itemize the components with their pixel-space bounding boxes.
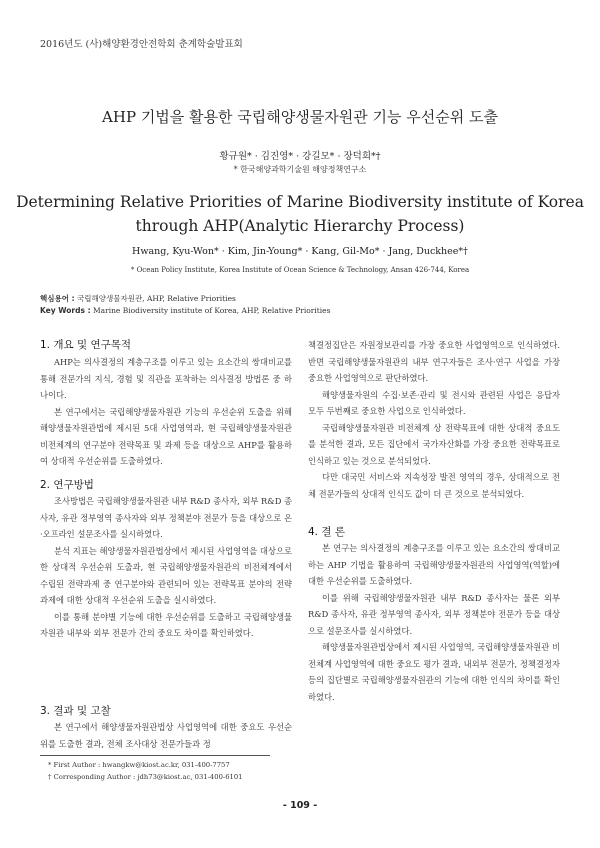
section-4-heading: 4. 결 론 <box>308 526 345 538</box>
title-english-line2: through AHP(Analytic Hierarchy Process) <box>135 217 465 235</box>
section-1-heading: 1. 개요 및 연구목적 <box>40 339 132 351</box>
keywords-korean-text: 국립해양생물자원관, AHP, Relative Priorities <box>76 294 236 303</box>
conference-header: 2016년도 (사)해양환경안전학회 춘계학술발표회 <box>40 39 243 50</box>
section-2-body <box>40 493 292 642</box>
section-2-paragraph-2: 분석 지표는 해양생물자원관법상에서 제시된 사업영역을 대상으로 한 상대적 우선순위 도출과, 현 국립해양생물자원관의 비전체계에서 수립된 전략과제 중 연구분야와 관련되어 있는 전략목표 분야의 전략과제에 대한 상대적 우선순위 도출을 실시하였다. <box>40 545 292 605</box>
section-1-body <box>40 354 292 470</box>
section-4-paragraph-2: 이를 위해 국립해양생물자원관 내부 R&D 종사자는 물론 외부 R&D 종사자, 유관 정부영역 종사자, 외부 정책분야 전문가 등을 대상으로 설문조사를 실시하였다. <box>308 592 560 636</box>
section-2-paragraph-1: 조사방법은 국립해양생물자원관 내부 R&D 종사자, 외부 R&D 종사자, 유관 정부영역 종사자와 외부 정책분야 전문가 등을 대상으로 온·오프라인 설문조사를 실시하였다. <box>40 496 292 539</box>
authors-korean: 황규원* · 김진영* · 강길모* · 장덕희*† <box>219 151 381 162</box>
footnote-corresponding-author: † Corresponding Author : jdh73@kiost.ac, 031-400-6101 <box>48 773 243 781</box>
footnote-first-author: * First Author : hwangkw@kiost.ac.kr, 031-400-7757 <box>48 761 230 769</box>
section-3-body-left <box>40 719 292 752</box>
keywords-english-text: Marine Biodiversity institute of Korea, AHP, Relative Priorities <box>92 306 331 315</box>
section-3-paragraph-3: 국립해양생물자원관 비전체계 상 전략목표에 대한 상대적 중요도를 분석한 결과, 모든 집단에서 국가자산화를 가장 중요한 전략목표로 인식하고 있는 것으로 분석되었다. <box>308 422 560 466</box>
title-english-line1: Determining Relative Priorities of Marine Biodiversity institute of Korea <box>16 193 584 211</box>
section-2-heading: 2. 연구방법 <box>40 479 94 491</box>
section-3-paragraph-1-start: 본 연구에서 해양생물자원관법상 사업영역에 대한 중요도 우선순위를 도출한 결과, 전체 조사대상 전문가들과 정 <box>40 722 292 749</box>
section-3-body-right <box>308 337 560 502</box>
section-4-paragraph-1: 본 연구는 의사결정의 계층구조를 이루고 있는 요소간의 쌍대비교하는 AHP 기법을 활용하여 국립해양생물자원관의 사업영역(역할)에 대한 우선순위를 도출하였다. <box>308 543 560 586</box>
keywords-english <box>40 306 330 315</box>
section-1-paragraph-2: 본 연구에서는 국립해양생물자원관 기능의 우선순위 도출을 위해 해양생물자원관법에 제시된 5대 사업영역과, 현 국립해양생물자원관 비전체계의 연구분야 전략목표 및 과제 등을 대상으로 AHP를 활용하여 상대적 우선순위를 도출하였다. <box>40 406 292 466</box>
section-1-paragraph-1: AHP는 의사결정의 계층구조를 이루고 있는 요소간의 쌍대비교를 통해 전문가의 지식, 경험 및 직관을 포착하는 의사결정 방법론 중 하나이다. <box>40 357 292 400</box>
section-4-body <box>308 540 560 705</box>
keywords-korean-label: 핵심용어 : <box>40 294 75 303</box>
section-2-paragraph-3: 이를 통해 분야별 기능에 대한 우선순위를 도출하고 국립해양생물자원관 내부와 외부 전문가 간의 중요도 차이를 확인하였다. <box>40 611 292 638</box>
section-3-paragraph-1-continued: 책결정집단은 자원정보관리를 가장 중요한 사업영역으로 인식하였다. 반면 국립해양생물자원관의 내부 연구자들은 조사·연구 사업을 가장 중요한 사업영역으로 판단하였다. <box>308 340 560 383</box>
title-korean: AHP 기법을 활용한 국립해양생물자원관 기능 우선순위 도출 <box>102 108 498 126</box>
section-3-heading: 3. 결과 및 고찰 <box>40 705 111 717</box>
section-4-paragraph-3: 해양생물자원관법상에서 제시된 사업영역, 국립해양생물자원관 비전체계 사업영역에 대한 중요도 평가 결과, 내외부 전문가, 정책결정자 등의 집단별로 국립해양생물자원관의 기능에 대한 인식의 차이를 확인하였다. <box>308 642 560 702</box>
title-english <box>0 190 600 238</box>
section-3-paragraph-4: 다만 대국민 서비스와 지속성장 발전 영역의 경우, 상대적으로 전체 전문가들의 상대적 인식도 값이 더 큰 것으로 분석되었다. <box>308 472 560 499</box>
authors-english: Hwang, Kyu-Won* · Kim, Jin-Young* · Kang, Gil-Mo* · Jang, Duckhee*† <box>132 246 468 257</box>
page-number: - 109 - <box>282 800 318 811</box>
keywords-english-label: Key Words : <box>40 306 91 315</box>
keywords-korean <box>40 293 236 304</box>
section-3-paragraph-2: 해양생물자원의 수집·보존·관리 및 전시와 관련된 사업은 응답자 모두 두번째로 중요한 사업으로 인식하였다. <box>308 389 560 416</box>
affiliation-korean: * 한국해양과학기술원 해양정책연구소 <box>233 165 367 174</box>
affiliation-english: * Ocean Policy Institute, Korea Institute of Ocean Science & Technology, Ansan 426-744, Korea <box>130 266 470 274</box>
footnote-divider <box>40 755 270 756</box>
